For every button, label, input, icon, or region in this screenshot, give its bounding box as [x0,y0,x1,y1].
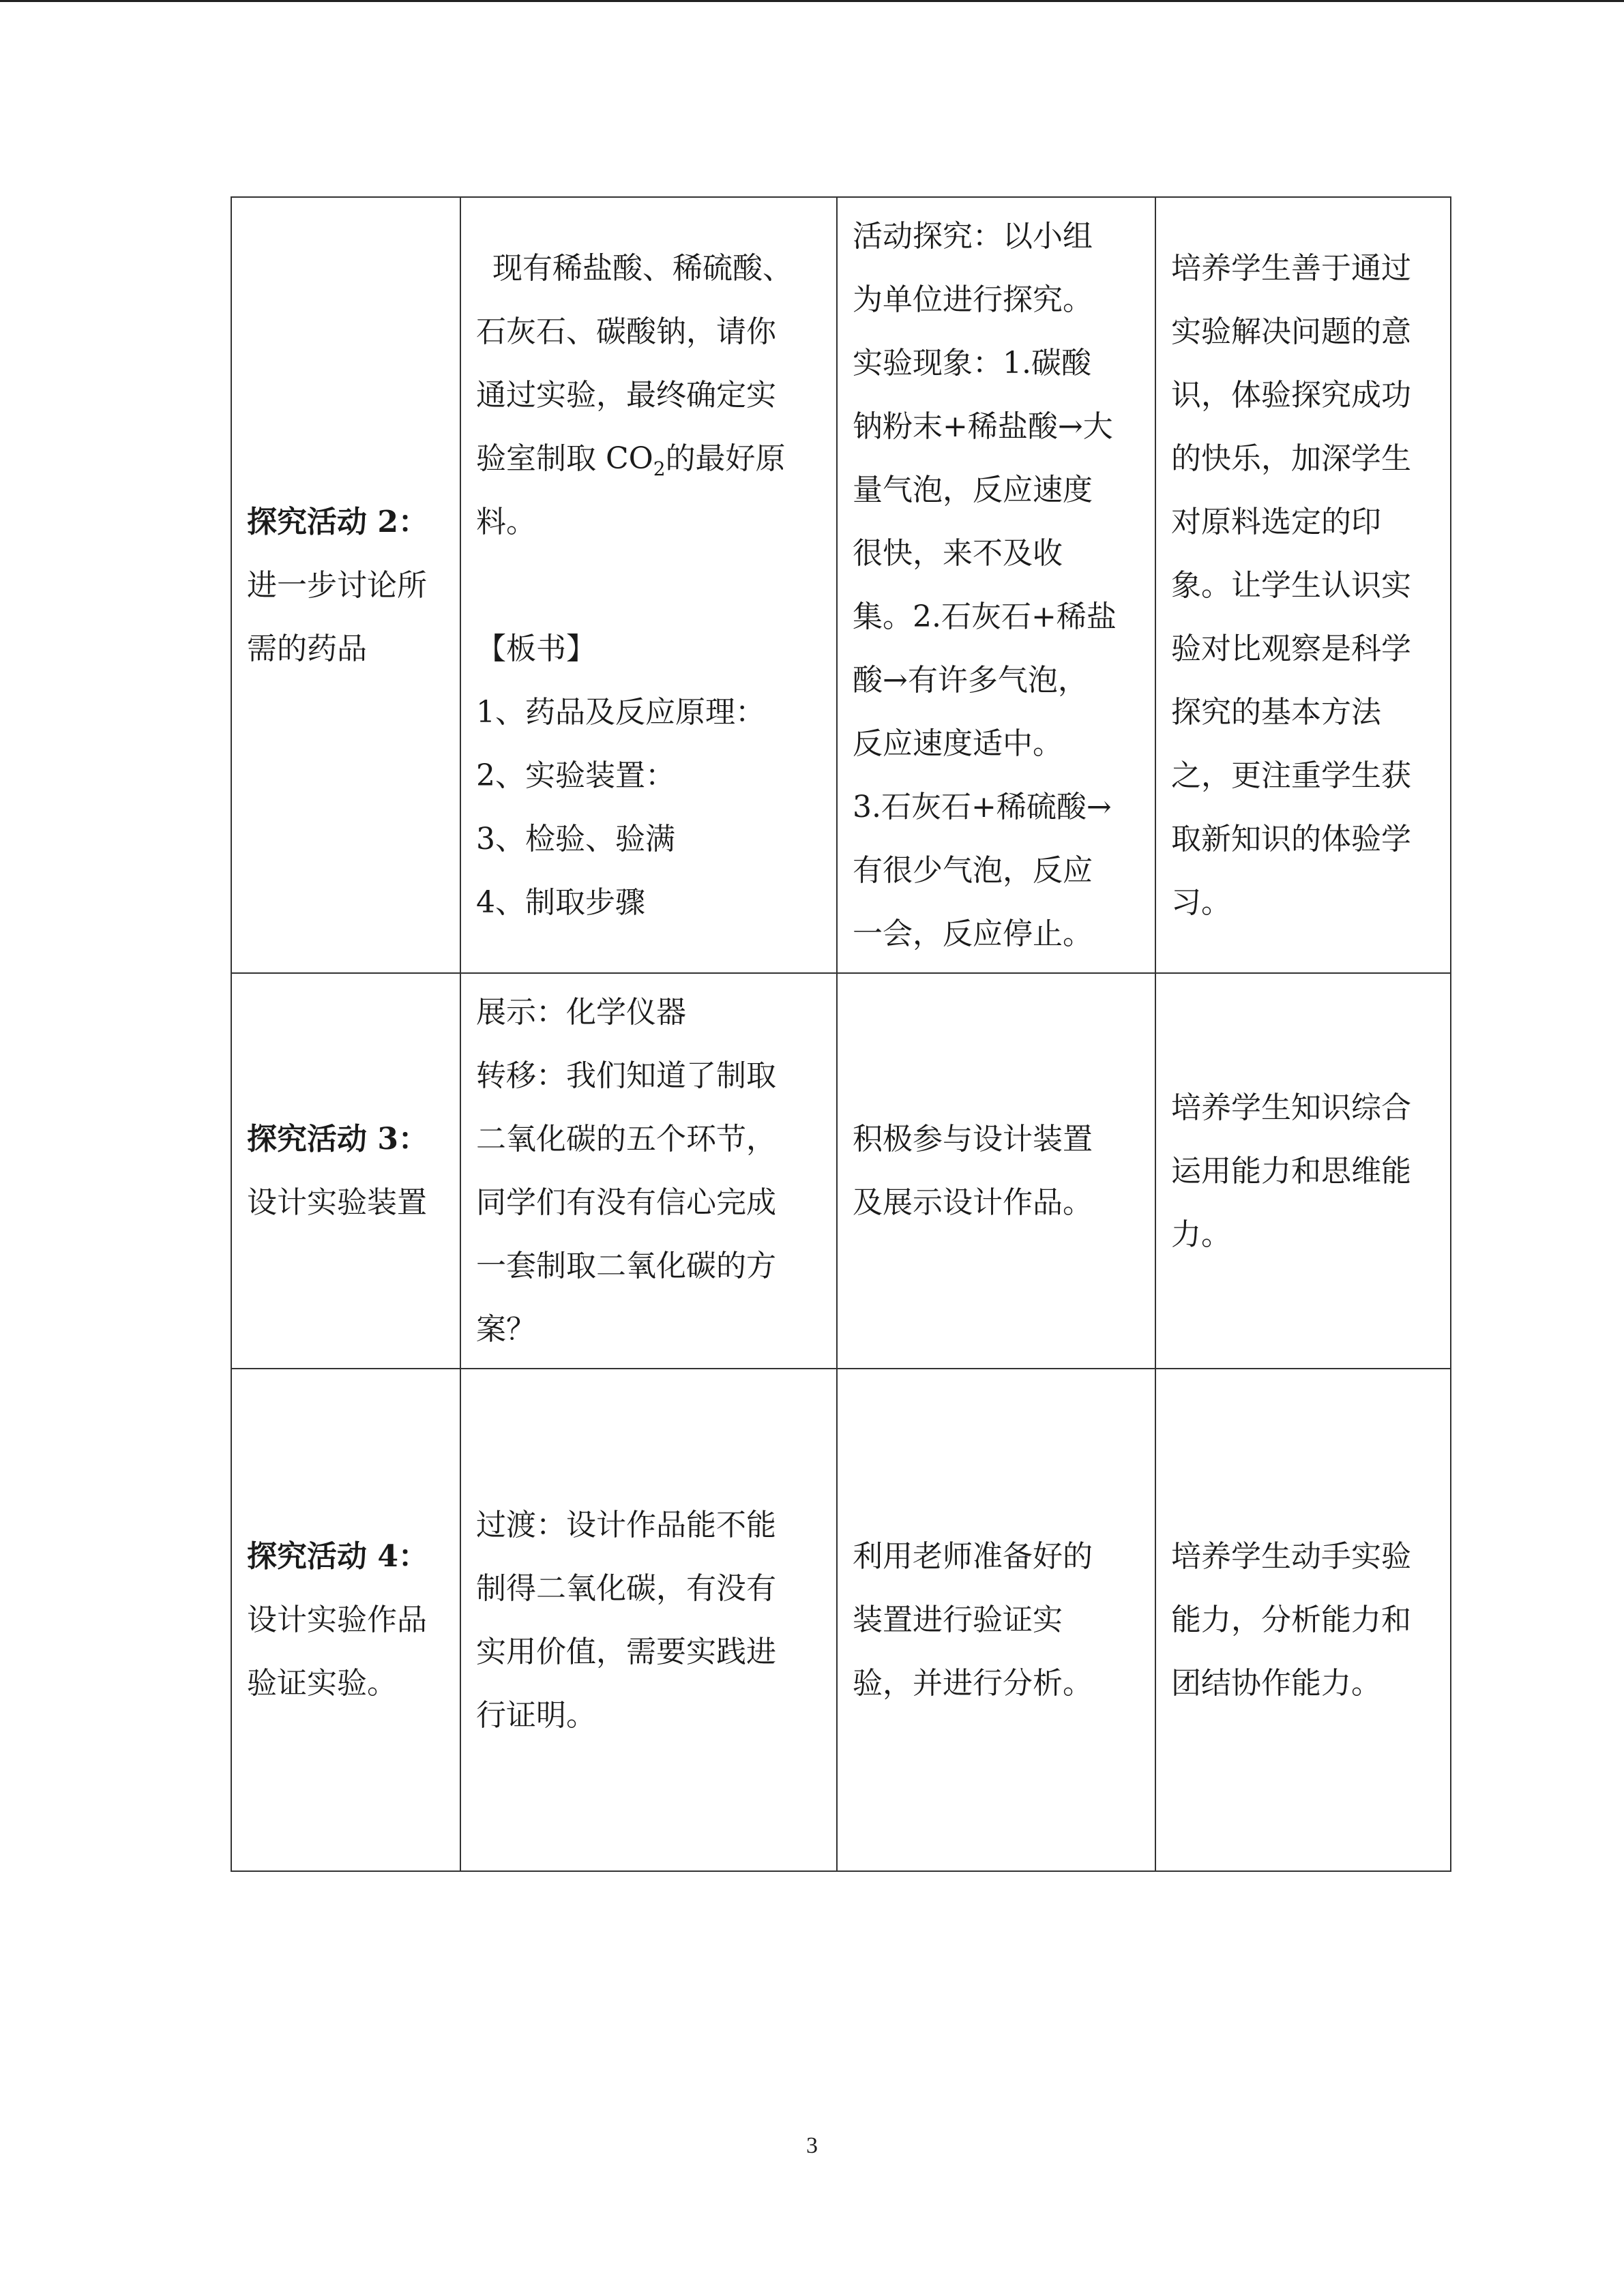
board-item: 3、检验、验满 [476,821,675,856]
intent-text-line: 之，更注重学生获 [1171,758,1411,793]
intent-text-line: 培养学生善于通过 [1171,250,1411,286]
teacher-text-line: 行证明。 [476,1697,596,1733]
stage-subtitle-line: 设计实验作品 [247,1602,427,1637]
intent-text-line: 验对比观察是科学 [1171,631,1411,666]
student-activity-cell [837,973,1155,1369]
student-text-line: 验，并进行分析。 [853,1666,1093,1701]
lesson-plan-table [231,196,1451,1872]
page-number: 3 [806,2133,818,2158]
design-intent-cell [1155,197,1451,973]
student-text-line: 反应速度适中。 [853,726,1063,761]
table-row [231,973,1451,1369]
stage-cell [231,973,460,1369]
teacher-activity-cell [460,197,837,973]
intent-text-line: 培养学生知识综合 [1171,1090,1411,1125]
student-text-line: 量气泡，反应速度 [853,473,1093,507]
intent-text-line: 培养学生动手实验 [1171,1539,1411,1574]
student-text-line: 为单位进行探究。 [853,282,1093,317]
teacher-text-line: 转移：我们知道了制取 [476,1058,776,1093]
page-top-border [0,0,1624,2]
stage-subtitle-line: 进一步讨论所 [247,567,427,603]
stage-subtitle-line: 设计实验装置 [247,1185,427,1220]
intent-text-line: 的快乐，加深学生 [1171,441,1411,476]
design-intent-cell [1155,973,1451,1369]
co2-subscript: 2 [653,457,666,480]
intent-text-line: 运用能力和思维能 [1171,1153,1411,1189]
board-item: 4、制取步骤 [476,884,645,920]
teacher-text-line: 同学们有没有信心完成 [476,1185,776,1220]
teacher-text-fragment: 的最好原 [665,441,786,476]
teacher-text-line: 一套制取二氧化碳的方 [476,1249,776,1283]
teacher-text-line: 石灰石、碳酸钠，请你 [476,314,776,349]
intent-text-line: 象。让学生认识实 [1171,567,1411,603]
student-text-line: 一会，反应停止。 [853,916,1093,951]
teacher-text-line: 二氧化碳的五个环节， [476,1122,776,1157]
intent-text-line: 习。 [1171,884,1231,920]
board-item: 2、实验装置： [476,758,675,793]
teacher-text-line: 展示：化学仪器 [476,995,686,1030]
student-text-line: 活动探究：以小组 [853,219,1093,254]
stage-subtitle-line: 验证实验。 [247,1666,397,1701]
student-text-line: 有很少气泡，反应 [853,853,1093,888]
teacher-text-line: 通过实验，最终确定实 [476,377,776,413]
teacher-text-line: 实用价值，需要实践进 [476,1634,776,1669]
intent-text-line: 实验解决问题的意 [1171,314,1411,349]
teacher-text-fragment: 验室制取 CO [476,441,653,476]
teacher-text-line: 制得二氧化碳，有没有 [476,1570,776,1606]
teacher-text-line: 案？ [476,1312,536,1347]
student-text-line: 3.石灰石+稀硫酸→ [853,790,1112,824]
board-title: 【板书】 [476,631,596,666]
teacher-text-line: 过渡：设计作品能不能 [476,1507,776,1542]
table-row [231,1369,1451,1871]
student-text-line: 积极参与设计装置 [853,1122,1093,1157]
board-item: 1、药品及反应原理： [476,694,765,730]
teacher-text-line-co2 [476,427,821,490]
intent-text-line: 团结协作能力。 [1171,1666,1381,1701]
teacher-activity-cell [460,973,837,1369]
stage-subtitle-line: 需的药品 [247,631,367,666]
student-text-line: 及展示设计作品。 [853,1185,1093,1220]
intent-text-line: 力。 [1171,1217,1231,1252]
student-text-line: 装置进行验证实 [853,1602,1063,1637]
intent-text-line: 探究的基本方法 [1171,694,1381,730]
intent-text-line: 取新知识的体验学 [1171,821,1411,856]
stage-cell [231,197,460,973]
intent-text-line: 对原料选定的印 [1171,504,1381,539]
teacher-text-line: 现有稀盐酸、稀硫酸、 [492,250,793,286]
student-activity-cell [837,197,1155,973]
stage-title: 探究活动 2： [247,504,428,539]
teacher-activity-cell [460,1369,837,1871]
design-intent-cell [1155,1369,1451,1871]
student-text-line: 酸→有许多气泡， [853,663,1088,698]
stage-title: 探究活动 3： [247,1122,428,1157]
student-text-line: 实验现象：1.碳酸 [853,346,1091,381]
spacer [476,554,821,617]
student-text-line: 集。2.石灰石+稀盐 [853,599,1117,634]
teacher-text-line: 料。 [476,504,536,539]
stage-title: 探究活动 4： [247,1539,428,1574]
student-text-line: 利用老师准备好的 [853,1539,1093,1574]
student-activity-cell [837,1369,1155,1871]
student-text-line: 很快，来不及收 [853,536,1063,571]
intent-text-line: 识，体验探究成功 [1171,377,1411,413]
stage-cell [231,1369,460,1871]
student-text-line: 钠粉末+稀盐酸→大 [853,409,1113,444]
table-row [231,197,1451,973]
intent-text-line: 能力，分析能力和 [1171,1602,1411,1637]
